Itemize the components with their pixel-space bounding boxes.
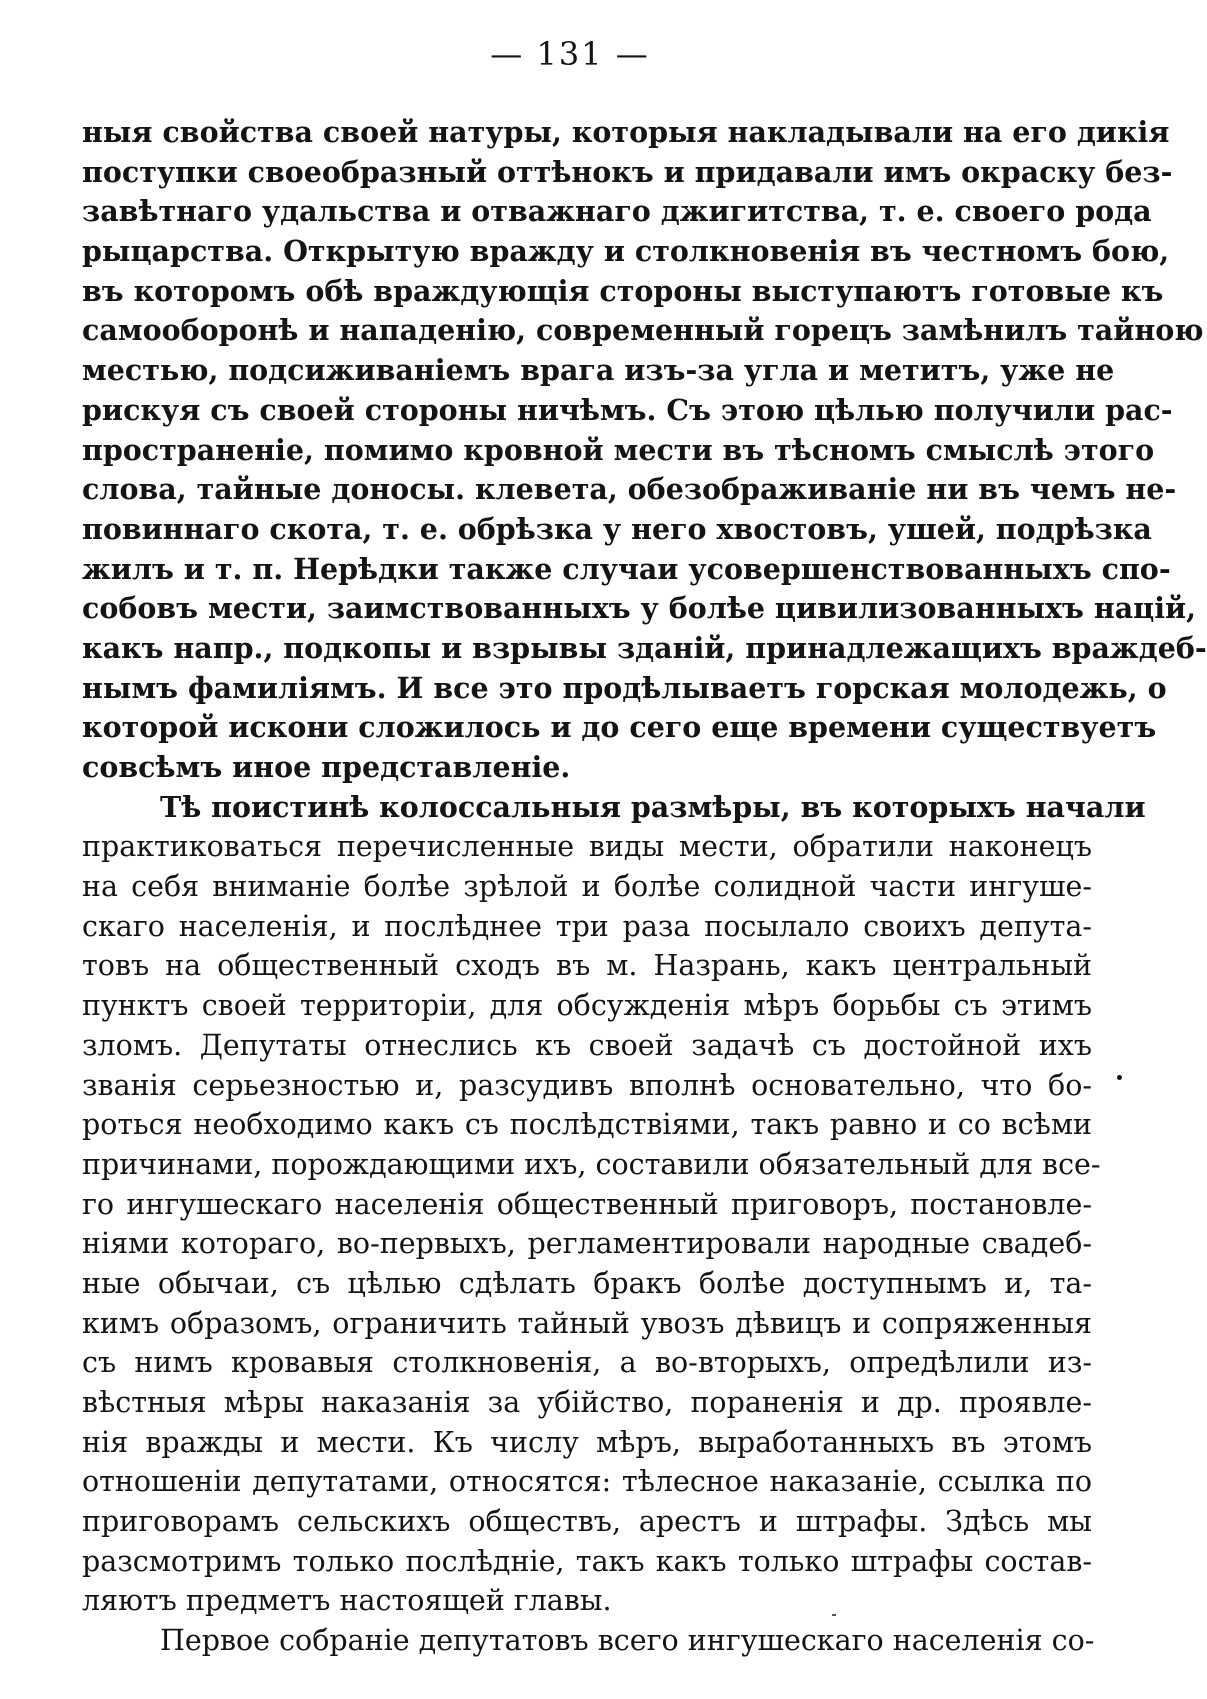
text-line: жилъ и т. п. Нерѣдки также случаи усовершенствованныхъ спо- xyxy=(82,551,1171,586)
text-line: нія вражды и мести. Къ числу мѣръ, выработанныхъ въ этомъ xyxy=(82,1425,1092,1459)
print-speck xyxy=(1117,1075,1122,1080)
page-number: — 131 — xyxy=(490,35,650,73)
text-line: поступки своеобразный оттѣнокъ и придавали имъ окраску без- xyxy=(82,154,1173,189)
text-line: которой искони сложилось и до сего еще времени существуетъ xyxy=(82,710,1157,745)
body-text xyxy=(82,113,1207,1661)
text-line: местью, подсиживаніемъ врага изъ-за угла и метитъ, уже не xyxy=(82,353,1115,388)
text-line: ляютъ предметъ настоящей главы. xyxy=(82,1584,612,1618)
text-line: рискуя съ своей стороны ничѣмъ. Съ этою цѣлью получили рас- xyxy=(82,392,1173,427)
text-line: Первое собраніе депутатовъ всего ингушескаго населенія со- xyxy=(160,1624,1095,1658)
text-line: зломъ. Депутаты отнеслись къ своей задачѣ съ достойной ихъ xyxy=(82,1028,1092,1062)
text-line: самообоpонѣ и нападенію, современный горецъ замѣнилъ тайною xyxy=(82,313,1204,348)
text-line: причинами, порождающими ихъ, составили обязательный для все- xyxy=(82,1147,1101,1181)
text-line: го ингушескаго населенія общественный приговоръ, постановле- xyxy=(82,1187,1092,1221)
text-line: повиннаго скота, т. е. обрѣзка у него хвостовъ, ушей, подрѣзка xyxy=(82,511,1152,546)
text-line: слова, тайные доносы. клевета, обезображиваніе ни въ чемъ не- xyxy=(82,472,1177,507)
text-line: практиковаться перечисленные виды мести, обратили наконецъ xyxy=(82,830,1092,864)
text-line: пунктъ своей территоріи, для обсужденія мѣръ борьбы съ этимъ xyxy=(82,989,1092,1023)
text-line: ныя свойства своей натуры, которыя накладывали на его дикія xyxy=(82,115,1170,149)
text-line: отношеніи депутатами, относятся: тѣлесное наказаніе, ссылка по xyxy=(82,1465,1092,1499)
text-line: въ которомъ обѣ враждующія стороны выступаютъ готовые къ xyxy=(82,273,1164,308)
text-line: завѣтнаго удальства и отважнаго джигитства, т. е. своего рода xyxy=(82,194,1152,229)
text-line: кимъ образомъ, ограничить тайный увозъ дѣвицъ и сопряженныя xyxy=(82,1306,1092,1340)
text-line: товъ на общественный сходъ въ м. Назрань, какъ центральный xyxy=(82,949,1092,983)
text-line: приговорамъ сельскихъ обществъ, арестъ и штрафы. Здѣсь мы xyxy=(82,1505,1092,1539)
text-line: вѣстныя мѣры наказанія за убійство, пораненія и др. проявле- xyxy=(82,1386,1092,1419)
text-line: скаго населенія, и послѣднее три раза посылало своихъ депута- xyxy=(82,909,1092,943)
text-line: совсѣмъ иное представленіе. xyxy=(82,750,571,784)
text-line: рыцарства. Открытую вражду и столкновенія въ честномъ бою, xyxy=(82,234,1170,269)
text-line: нымъ фамиліямъ. И все это продѣлываетъ горская молодежь, о xyxy=(82,670,1167,705)
text-line: ніями котораго, во-первыхъ, регламентировали народные свадеб- xyxy=(82,1227,1092,1261)
text-line: собовъ мести, заимствованныхъ у болѣе цивилизованныхъ націй, xyxy=(82,591,1197,626)
text-line: роться необходимо какъ съ послѣдствіями, такъ равно и со всѣми xyxy=(82,1108,1092,1142)
text-line: Тѣ поистинѣ колоссальныя размѣры, въ которыхъ начали xyxy=(160,789,1146,824)
print-speck xyxy=(832,1614,836,1616)
text-line: званія серьезностью и, разсудивъ вполнѣ основательно, что бо- xyxy=(82,1068,1092,1102)
text-line: пространеніе, помимо кровной мести въ тѣсномъ смыслѣ этого xyxy=(82,432,1155,467)
text-line: на себя вниманіе болѣе зрѣлой и болѣе солидной части ингуше- xyxy=(82,870,1092,904)
text-line: разсмотримъ только послѣдніе, такъ какъ только штрафы состав- xyxy=(82,1544,1092,1578)
text-line: съ нимъ кровавыя столкновенія, а во-вторыхъ, опредѣлили из- xyxy=(82,1346,1092,1380)
text-line: ные обычаи, съ цѣлью сдѣлать бракъ болѣе доступнымъ и, та- xyxy=(82,1266,1092,1300)
text-line: какъ напр., подкопы и взрывы зданій, принадлежащихъ враждеб- xyxy=(82,630,1207,665)
